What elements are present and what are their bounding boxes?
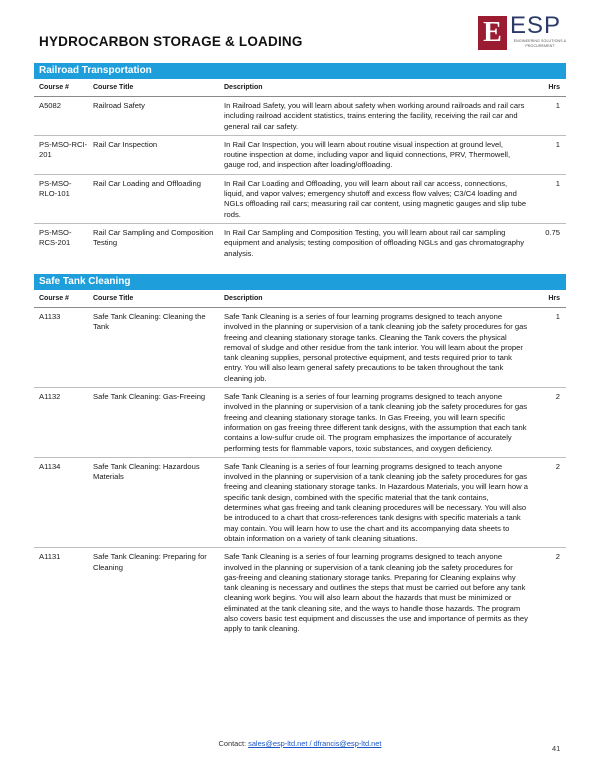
course-hours: 1 [555, 101, 560, 110]
course-description: In Rail Car Sampling and Composition Testing, you will learn about rail car sampling equipment and analysis; testing composition of offloading NGLs and gas chromatography analysis. [224, 227, 524, 258]
course-hours: 0.75 [545, 227, 560, 237]
col-hrs: Hrs [548, 84, 560, 91]
col-course: Course # [39, 84, 69, 91]
course-hours: 1 [555, 312, 560, 321]
tank-rows [34, 308, 566, 638]
course-title: Safe Tank Cleaning: Gas-Freeing [93, 392, 206, 402]
table-row [34, 175, 566, 224]
col-title: Course Title [93, 295, 134, 302]
course-number: A1134 [39, 461, 61, 471]
course-title: Safe Tank Cleaning: Hazardous Materials [93, 461, 200, 482]
course-description: Safe Tank Cleaning is a series of four learning programs designed to teach anyone involved in the planning or supervision of a tank cleaning job the safety procedures for gas freeing and cleaning stationary storage tanks. Cleaning the Tank covers the physical removal of sludge and other residue from the tank interior. You will learn about the proper tank cleaning supplies, personal protective equipment, and tests required prior to tank entry. You will also learn general safety precautions to be taken throughout the tank cleaning job. [224, 312, 528, 383]
course-description: In Rail Car Loading and Offloading, you will learn about rail car access, connections, liquid, and vapor valves; emergency shutoff and excess flow valves; C3/C4 loading and NGLs offloading rail cars; measuring rail car content, using magnetic gauges and slip tube rods. [224, 178, 527, 219]
course-description: Safe Tank Cleaning is a series of four learning programs designed to teach anyone involved in the planning or supervision of a tank cleaning job the safety procedures for gas-freeing and cleaning stationary storage tanks. Preparing for Cleaning explains why tank cleaning is necessary and outlines the steps that must be carried out before any tank cleaning work begins. You will also learn about the hazards that must be minimized or eliminated at the tank cleaning site, and the ways to handle those hazards. The program also covers basic test equipment and discusses the use and importance of permits as they apply to tank cleaning. [224, 552, 528, 634]
railroad-section [34, 63, 566, 262]
logo-word: ESP [510, 12, 562, 39]
course-hours: 1 [555, 178, 560, 188]
course-description: In Railroad Safety, you will learn about safety when working around railroads and rail cars including railroad accident statistics, trains entering the facility, receiving the rail car and general rail car safety. [224, 101, 525, 131]
table-header [34, 79, 566, 97]
course-title: Rail Car Inspection [93, 139, 158, 149]
course-title: Safe Tank Cleaning: Cleaning the Tank [93, 312, 206, 332]
col-description: Description [224, 295, 263, 302]
logo-mark: E [478, 16, 507, 50]
tank-section [34, 274, 566, 638]
course-number: PS-MSO-RCS-201 [39, 227, 72, 248]
contact-emails-link[interactable]: sales@esp-ltd.net / dfrancis@esp-ltd.net [248, 739, 382, 748]
table-row [34, 388, 566, 458]
table-row [34, 224, 566, 262]
course-number: A1133 [39, 312, 61, 321]
footer [0, 739, 600, 748]
page-title: HYDROCARBON STORAGE & LOADING [39, 34, 303, 49]
page-number: 41 [552, 744, 561, 753]
course-title: Rail Car Loading and Offloading [93, 178, 201, 188]
course-description: Safe Tank Cleaning is a series of four learning programs designed to teach anyone involved in the planning or supervision of a tank cleaning job the safety procedures for gas freeing and cleaning stationary storage tanks. In Hazardous Materials, you will learn how a specific tank design, combined with the specific material that the tank contains, determines what gas freeing and tank cleaning procedures will be necessary. You will also be introduced to a chart that cross-references tank designs with specific materials a tank may contain. You will learn how to use the chart and its accompanying data sheets to obtain information on a variety of tank cleaning situations. [224, 461, 528, 543]
course-number: A5082 [39, 101, 61, 110]
course-title: Railroad Safety [93, 101, 145, 110]
table-row [34, 458, 566, 548]
contact-label: Contact: [218, 739, 249, 748]
col-course: Course # [39, 295, 69, 302]
course-description: In Rail Car Inspection, you will learn about routine visual inspection at ground level, routine inspection at dome, including vapor and liquid connections, PRV, Thermowell, gauge rod, and inspection after loading/offloading. [224, 139, 511, 170]
course-number: A1131 [39, 552, 61, 562]
railroad-rows [34, 97, 566, 262]
course-hours: 1 [555, 139, 560, 149]
col-hrs: Hrs [548, 295, 560, 302]
esp-logo [478, 12, 568, 56]
course-number: A1132 [39, 392, 61, 402]
section-heading: Railroad Transportation [34, 63, 566, 79]
course-hours: 2 [555, 392, 560, 402]
table-row [34, 308, 566, 388]
table-row [34, 548, 566, 637]
course-hours: 2 [555, 461, 560, 471]
logo-subtitle: ENGINEERING SOLUTIONS & PROCUREMENT [513, 39, 567, 48]
course-hours: 2 [555, 552, 560, 562]
table-header [34, 290, 566, 308]
course-description: Safe Tank Cleaning is a series of four learning programs designed to teach anyone involved in the planning or supervision of a tank cleaning job the safety procedures for gas freeing and cleaning stationary storage tanks. In Gas Freeing, you will learn specific information on gas freeing three different tank designs, with the assumption that each tank contains a low-sulfur crude oil. The program emphasizes the importance of accurately performing tests for flammable vapors, toxic substances, and oxygen deficiency. [224, 392, 528, 453]
section-heading: Safe Tank Cleaning [34, 274, 566, 290]
course-number: PS-MSO-RCI-201 [39, 139, 88, 160]
course-number: PS-MSO-RLO-101 [39, 178, 72, 199]
course-title: Safe Tank Cleaning: Preparing for Cleaning [93, 552, 207, 572]
table-row [34, 97, 566, 136]
col-title: Course Title [93, 84, 134, 91]
course-title: Rail Car Sampling and Composition Testing [93, 227, 214, 248]
col-description: Description [224, 84, 263, 91]
table-row [34, 136, 566, 175]
